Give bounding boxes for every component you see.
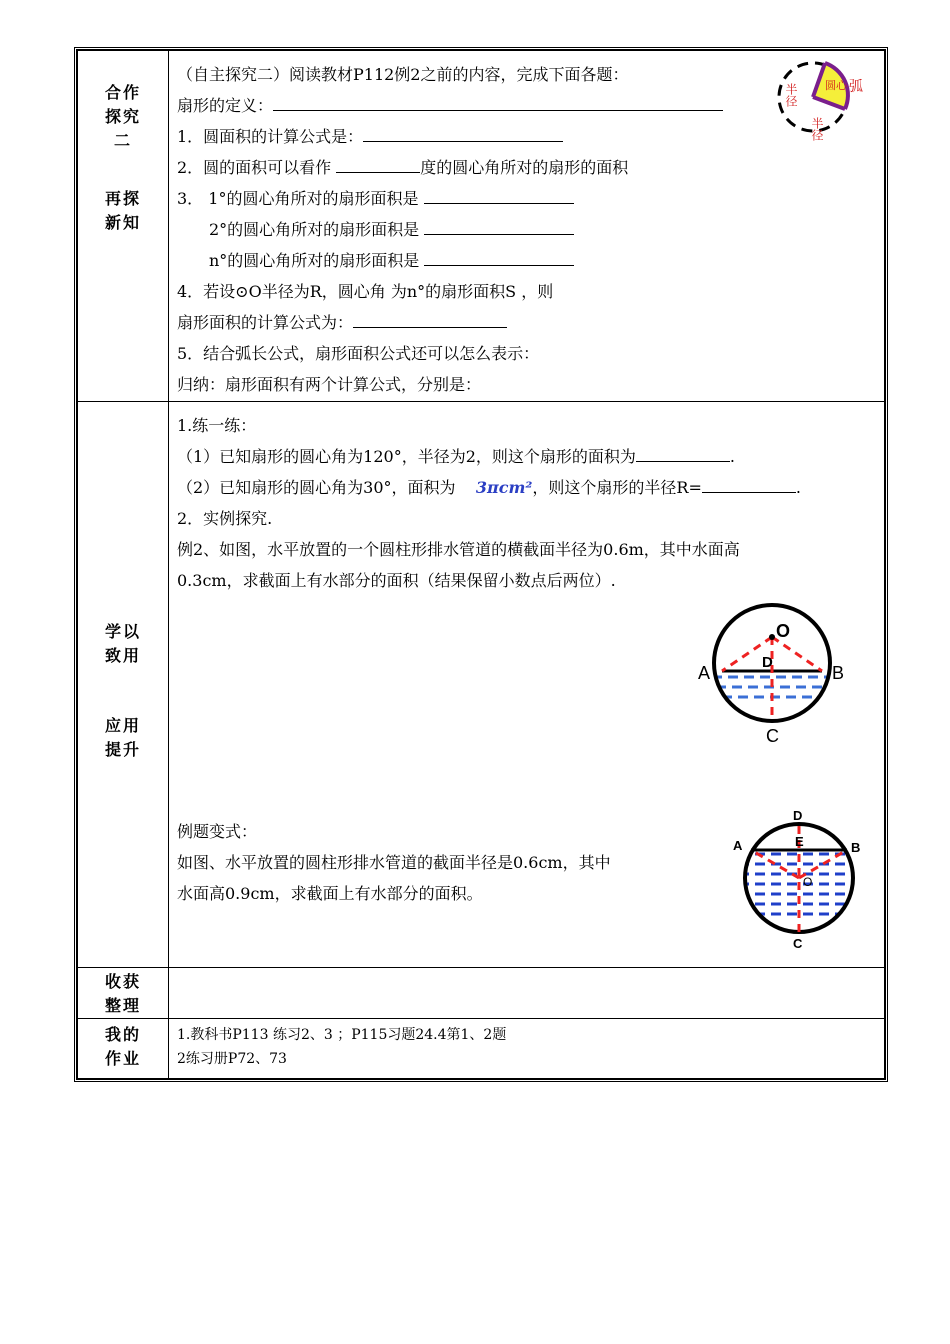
row4-label bbox=[78, 1019, 169, 1079]
label-b: B bbox=[832, 663, 845, 683]
label-line: 学以 bbox=[104, 622, 141, 641]
variant-block bbox=[169, 816, 611, 909]
label-d: D bbox=[793, 808, 803, 823]
practice-q2-label: （2）已知扇形的圆心角为30°，面积为 bbox=[177, 478, 456, 497]
label-b: B bbox=[851, 840, 861, 855]
center-label: 圆心 bbox=[825, 80, 847, 92]
label-line: 新知 bbox=[104, 213, 141, 232]
q3b-line bbox=[169, 214, 884, 245]
label-line: 收获 bbox=[104, 972, 141, 991]
example-text: 例2、如图，水平放置的一个圆柱形排水管道的横截面半径为0.6m，其中水面高 bbox=[177, 540, 740, 559]
practice-q1 bbox=[169, 441, 884, 472]
q2-label-a: 2．圆的面积可以看作 bbox=[177, 158, 332, 177]
practice-q2 bbox=[169, 472, 884, 503]
label-line: 致用 bbox=[104, 646, 141, 665]
label-c: C bbox=[793, 936, 803, 951]
label-o: O bbox=[776, 621, 791, 641]
practice-q1-blank[interactable] bbox=[636, 443, 730, 462]
row1-label bbox=[78, 51, 169, 402]
worksheet-table bbox=[74, 47, 888, 1082]
label-line: 再探 bbox=[104, 189, 141, 208]
example-title: 2．实例探究. bbox=[177, 509, 273, 528]
area-expression: 3πcm² bbox=[475, 478, 533, 497]
homework-line: 2练习册P72、73 bbox=[177, 1051, 287, 1067]
label-a: A bbox=[733, 838, 743, 853]
label-c: C bbox=[766, 726, 779, 745]
radius-ob bbox=[772, 637, 822, 671]
example-text: 0.3cm，求截面上有水部分的面积（结果保留小数点后两位）. bbox=[177, 571, 616, 590]
center-point bbox=[769, 634, 775, 640]
radius-label: 半径 bbox=[784, 83, 798, 107]
label-line: 我的 bbox=[104, 1025, 141, 1044]
label-line: 作业 bbox=[104, 1049, 141, 1068]
arc-label: 弧 bbox=[849, 78, 863, 94]
variant-text: 水面高0.9cm，求截面上有水部分的面积。 bbox=[177, 884, 483, 903]
q1-blank[interactable] bbox=[363, 123, 563, 142]
label-o: O bbox=[803, 875, 813, 889]
row3-label bbox=[78, 968, 169, 1019]
pipe-figure-1 bbox=[692, 585, 852, 745]
q2-blank[interactable] bbox=[336, 154, 420, 173]
q3c-label: n°的圆心角所对的扇形面积是 bbox=[209, 251, 420, 270]
q3b-label: 2°的圆心角所对的扇形面积是 bbox=[209, 220, 420, 239]
practice-q2-blank[interactable] bbox=[702, 474, 796, 493]
summary-line: 归纳：扇形面积有两个计算公式，分别是： bbox=[177, 375, 482, 394]
q3b-blank[interactable] bbox=[424, 216, 574, 235]
q4b-line bbox=[169, 307, 884, 338]
practice-q2-label-b: ，则这个扇形的半径R= bbox=[532, 478, 702, 497]
practice-q1-label: （1）已知扇形的圆心角为120°，半径为2，则这个扇形的面积为 bbox=[177, 447, 636, 466]
homework-line: 1.教科书P113 练习2、3 ；P115习题24.4第1、2题 bbox=[177, 1027, 507, 1043]
q4a-line: 4．若设⊙O半径为R，圆心角 为n°的扇形面积S ，则 bbox=[177, 282, 554, 301]
label-e: E bbox=[795, 834, 804, 849]
period: . bbox=[795, 478, 801, 497]
label-line: 二 bbox=[113, 131, 132, 150]
row4-content bbox=[169, 1019, 885, 1079]
q3a-label: 3． 1°的圆心角所对的扇形面积是 bbox=[177, 189, 419, 208]
q5-line: 5．结合弧长公式，扇形面积公式还可以怎么表示： bbox=[177, 344, 540, 363]
label-d: D bbox=[762, 654, 773, 671]
intro-text: （自主探究二）阅读教材P112例2之前的内容，完成下面各题： bbox=[177, 65, 629, 84]
q2-label-b: 度的圆心角所对的扇形的面积 bbox=[420, 158, 629, 177]
row2-label bbox=[78, 402, 169, 968]
label-line: 提升 bbox=[104, 740, 141, 759]
q2-line bbox=[169, 152, 884, 183]
row2-content bbox=[169, 402, 885, 968]
definition-blank[interactable] bbox=[273, 92, 723, 111]
row3-content[interactable] bbox=[169, 968, 885, 1019]
q4b-label: 扇形面积的计算公式为： bbox=[177, 313, 354, 332]
label-line: 应用 bbox=[104, 716, 141, 735]
sector-figure bbox=[767, 55, 887, 141]
label-line: 探究 bbox=[104, 107, 141, 126]
q3a-line bbox=[169, 183, 884, 214]
period: . bbox=[729, 447, 735, 466]
variant-title: 例题变式： bbox=[177, 822, 258, 841]
label-line: 整理 bbox=[104, 996, 141, 1015]
practice-title: 1.练一练： bbox=[177, 416, 257, 435]
pipe-figure-2 bbox=[729, 802, 869, 952]
q4b-blank[interactable] bbox=[353, 309, 507, 328]
q3c-line bbox=[169, 245, 884, 276]
label-line: 合作 bbox=[104, 83, 141, 102]
radius-label: 半径 bbox=[810, 117, 824, 141]
row1-content bbox=[169, 51, 885, 402]
definition-label: 扇形的定义： bbox=[177, 96, 274, 115]
q3a-blank[interactable] bbox=[424, 185, 574, 204]
variant-text: 如图、水平放置的圆柱形排水管道的截面半径是0.6cm，其中 bbox=[177, 853, 611, 872]
q1-label: 1．圆面积的计算公式是： bbox=[177, 127, 364, 146]
q3c-blank[interactable] bbox=[424, 247, 574, 266]
label-a: A bbox=[698, 663, 711, 683]
